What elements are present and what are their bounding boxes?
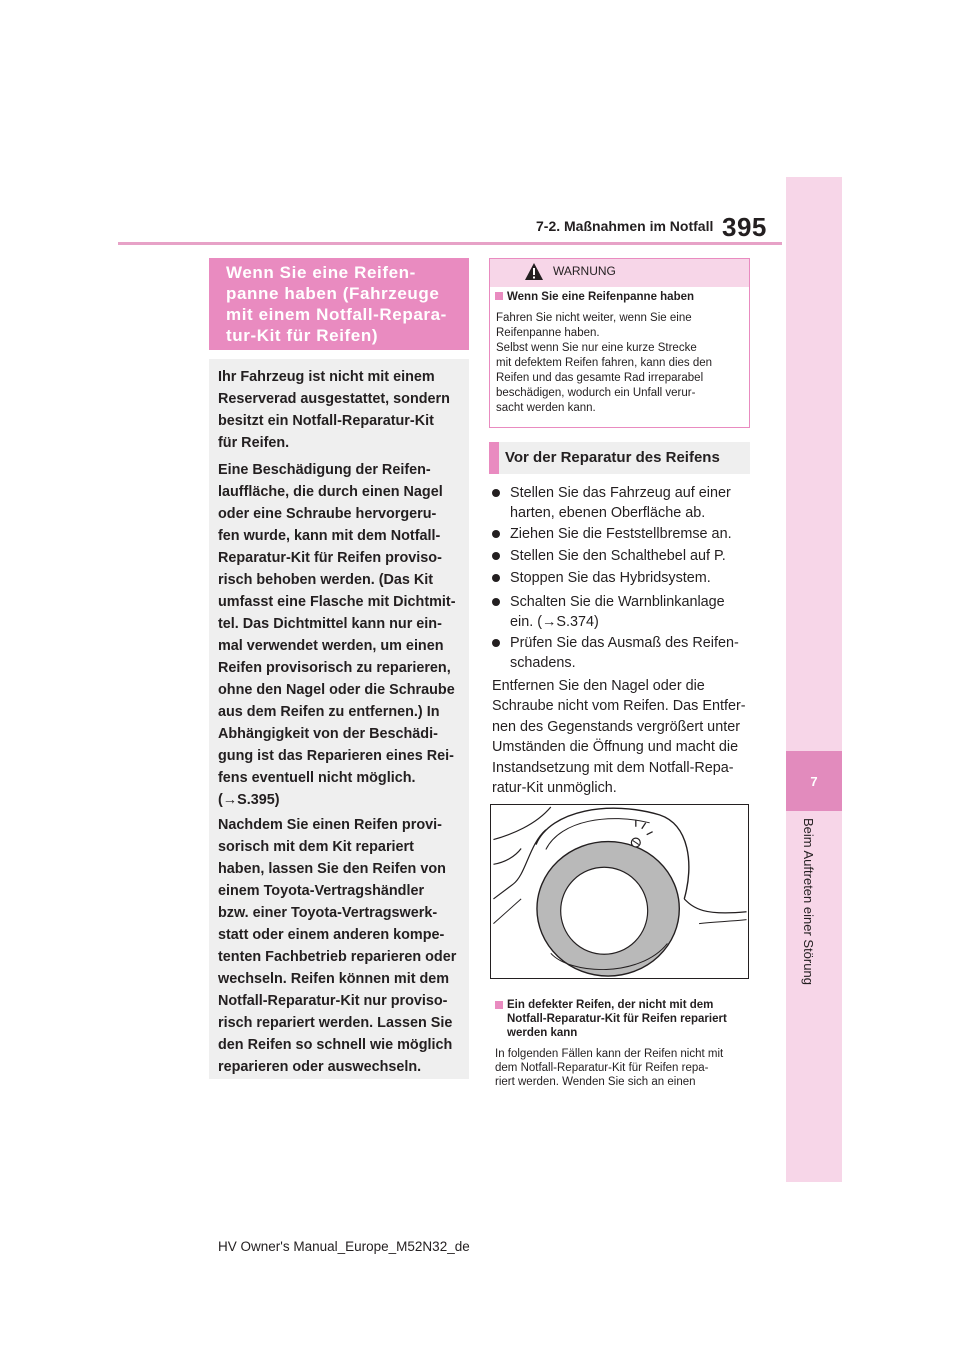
text-line: schadens.	[510, 655, 576, 671]
square-bullet-icon	[495, 292, 503, 300]
square-bullet-icon	[495, 1001, 503, 1009]
warning-subheading-text: Wenn Sie eine Reifenpanne haben	[507, 291, 695, 303]
text-line: fens eventuell nicht möglich.	[218, 770, 416, 786]
text-line: ohne den Nagel oder die Schraube	[218, 682, 455, 698]
text-line: besitzt ein Notfall-Reparatur-Kit	[218, 413, 434, 429]
text-line: Stoppen Sie das Hybridsystem.	[510, 570, 711, 586]
intro-paragraph-3	[218, 814, 466, 1078]
text-line: Instandsetzung mit dem Notfall-Repa-	[492, 759, 734, 776]
text-line: dem Notfall-Reparatur-Kit für Reifen repa-	[495, 1062, 709, 1074]
bullet-dot-icon	[492, 552, 500, 560]
text-line: tel. Das Dichtmittel kann nur ein-	[218, 616, 442, 632]
bullet-dot-icon	[492, 598, 500, 606]
text-line: riert werden. Wenden Sie sich an einen	[495, 1076, 696, 1088]
bullet-dot-icon	[492, 489, 500, 497]
text-line: Ein defekter Reifen, der nicht mit dem	[507, 999, 714, 1011]
page-number: 395	[722, 212, 767, 242]
before-repair-heading-text: Vor der Reparatur des Reifens	[505, 449, 720, 466]
note-body	[495, 1047, 757, 1089]
text-line: den Reifen so schnell wie möglich	[218, 1037, 453, 1053]
text-line: Fahren Sie nicht weiter, wenn Sie eine	[496, 312, 692, 324]
text-line: aus dem Reifen zu entfernen.) In	[218, 704, 440, 720]
text-line: Reifen provisorisch zu reparieren,	[218, 660, 451, 676]
text-line: Entfernen Sie den Nagel oder die	[492, 678, 705, 694]
remove-nail-paragraph	[492, 676, 754, 798]
heading-accent-bar	[489, 442, 499, 474]
text-line: tenten Fachbetrieb reparieren oder	[218, 949, 457, 965]
intro-heading-line: panne haben (Fahrzeuge	[226, 284, 440, 303]
text-line: harten, ebenen Oberfläche ab.	[510, 505, 706, 521]
warning-label: WARNUNG	[553, 264, 616, 278]
text-line: lauffläche, die durch einen Nagel	[218, 484, 443, 500]
text-line: Reserverad ausgestattet, sondern	[218, 391, 450, 407]
text-line: Notfall-Reparatur-Kit für Reifen repariert	[507, 1013, 727, 1025]
text-line: In folgenden Fällen kann der Reifen nicht mit	[495, 1048, 724, 1060]
bullet-dot-icon	[492, 530, 500, 538]
text-line: einem Toyota-Vertragshändler	[218, 883, 425, 899]
text-line: mit defektem Reifen fahren, kann dies den	[496, 357, 713, 369]
text-line: Schalten Sie die Warnblinkanlage	[510, 594, 725, 610]
text-line: Abhängigkeit von der Beschädi-	[218, 726, 438, 742]
text-line: beschädigen, wodurch ein Unfall verur-	[496, 387, 696, 399]
text-line: sorisch mit dem Kit repariert	[218, 839, 414, 855]
text-line: statt oder einem anderen kompe-	[218, 927, 445, 943]
text-line: risch behoben werden. (Das Kit	[218, 572, 434, 588]
text-line: umfasst eine Flasche mit Dichtmit-	[218, 594, 456, 610]
page-reference-link[interactable]: ein. (→S.374)	[510, 614, 599, 630]
text-line: Prüfen Sie das Ausmaß des Reifen-	[510, 635, 739, 651]
text-line: werden kann	[507, 1027, 578, 1039]
text-line: Schraube nicht vom Reifen. Das Entfer-	[492, 698, 746, 715]
intro-heading-line: mit einem Notfall-Repara-	[226, 305, 447, 324]
text-line: haben, lassen Sie den Reifen von	[218, 861, 446, 877]
text-line: mal verwendet werden, um einen	[218, 638, 444, 654]
text-line: risch repariert werden. Lassen Sie	[218, 1015, 453, 1031]
text-line: wechseln. Reifen können mit dem	[218, 971, 450, 987]
intro-heading-line: Wenn Sie eine Reifen-	[226, 263, 416, 282]
warning-subheading	[495, 291, 694, 303]
bullet-dot-icon	[492, 574, 500, 582]
text-line: fen wurde, kann mit dem Notfall-	[218, 528, 441, 544]
text-line: Reparatur-Kit für Reifen proviso-	[218, 550, 442, 566]
text-line: Stellen Sie das Fahrzeug auf einer	[510, 485, 731, 501]
chapter-side-tab	[786, 177, 842, 1182]
text-line: nen des Gegenstands vergrößert unter	[492, 718, 740, 735]
text-line: bzw. einer Toyota-Vertragswerk-	[218, 905, 438, 921]
text-line: Eine Beschädigung der Reifen-	[218, 462, 431, 478]
text-line: Stellen Sie den Schalthebel auf P.	[510, 548, 726, 564]
section-title: 7-2. Maßnahmen im Notfall	[536, 218, 714, 234]
chapter-side-label: Beim Auftreten einer Störung	[801, 818, 816, 985]
text-line: sacht werden kann.	[496, 402, 596, 414]
text-line: oder eine Schraube hervorgeru-	[218, 506, 437, 522]
text-line: Reifen und das gesamte Rad irreparabel	[496, 372, 704, 384]
text-line: für Reifen.	[218, 435, 290, 451]
bullet-dot-icon	[492, 639, 500, 647]
punctured-tire-illustration	[490, 804, 749, 979]
text-line: Nachdem Sie einen Reifen provi-	[218, 817, 442, 833]
text-line: ratur-Kit unmöglich.	[492, 780, 617, 797]
text-line: Reifenpanne haben.	[496, 327, 600, 339]
text-line: reparieren oder auswechseln.	[218, 1059, 422, 1075]
warning-body	[496, 311, 746, 416]
warning-triangle-icon	[524, 262, 544, 281]
text-line: Ziehen Sie die Feststellbremse an.	[510, 526, 732, 542]
footer-manual-id: HV Owner's Manual_Europe_M52N32_de	[218, 1239, 470, 1254]
intro-paragraph-2	[218, 459, 466, 811]
text-line: Notfall-Reparatur-Kit nur proviso-	[218, 993, 448, 1009]
intro-heading-line: tur-Kit für Reifen)	[226, 326, 379, 345]
chapter-number-tab[interactable]: 7	[786, 751, 842, 811]
intro-paragraph-1	[218, 366, 466, 454]
text-line: Umständen die Öffnung und macht die	[492, 739, 739, 756]
text-line: Ihr Fahrzeug ist nicht mit einem	[218, 369, 435, 385]
intro-heading	[209, 258, 469, 350]
text-line: gung ist das Reparieren eines Rei-	[218, 748, 454, 764]
page-reference-link[interactable]: (→S.395)	[218, 792, 280, 808]
header-rule	[118, 242, 782, 245]
note-subheading	[495, 998, 757, 1040]
text-line: Selbst wenn Sie nur eine kurze Strecke	[496, 342, 697, 354]
